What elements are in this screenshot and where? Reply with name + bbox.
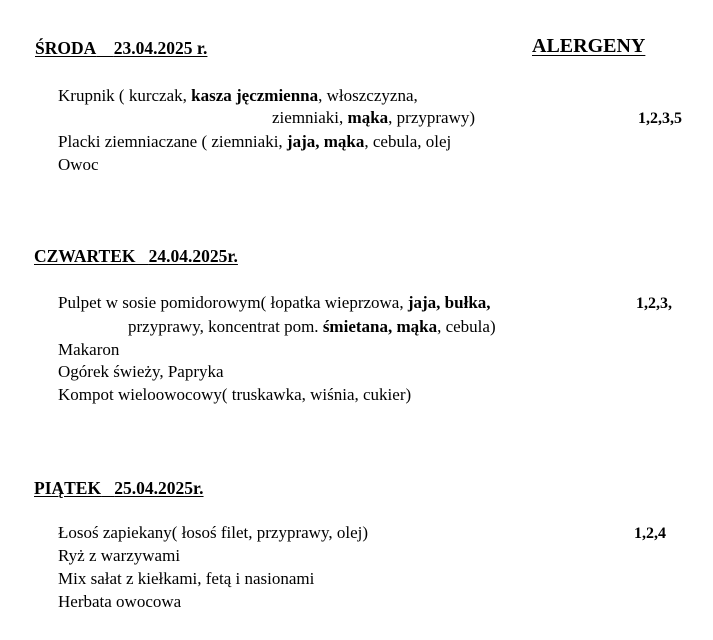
day-name: PIĄTEK: [34, 478, 102, 498]
dish-text: przyprawy, koncentrat pom.: [128, 317, 323, 336]
day-name: ŚRODA: [35, 38, 97, 58]
day-header-friday: [34, 478, 204, 498]
menu-line: Ogórek świeży, Papryka: [58, 362, 224, 381]
allergen-ingredient: jaja, mąka: [286, 132, 365, 151]
dish-text: , cebula, olej: [364, 132, 452, 151]
day-date: 23.04.2025 r.: [113, 38, 208, 58]
day-gap: [136, 246, 149, 266]
dish-text: Pulpet w sosie pomidorowym( łopatka wieprzowa,: [58, 293, 408, 312]
day-date: 24.04.2025r.: [148, 246, 238, 266]
menu-line: [272, 108, 475, 128]
allergen-ingredient: śmietana, mąka: [322, 317, 438, 336]
menu-line: [58, 293, 491, 313]
menu-line: [128, 317, 496, 337]
menu-line: Łosoś zapiekany( łosoś filet, przyprawy, olej): [58, 523, 369, 542]
menu-line: [58, 132, 451, 152]
menu-line: Herbata owocowa: [58, 592, 182, 611]
dish-text: , cebula): [437, 317, 496, 336]
day-gap: [101, 478, 114, 498]
allergen-ingredient: mąka: [347, 108, 389, 127]
menu-line: Mix sałat z kiełkami, fetą i nasionami: [58, 569, 315, 588]
day-name: CZWARTEK: [34, 246, 136, 266]
dish-text: , włoszczyzna,: [318, 86, 418, 105]
allergen-ingredient: kasza jęczmienna: [191, 86, 319, 105]
day-date: 25.04.2025r.: [114, 478, 204, 498]
menu-line: [58, 86, 418, 106]
day-header-thursday: [34, 246, 238, 266]
menu-line: Ryż z warzywami: [58, 546, 181, 565]
menu-line: Makaron: [58, 340, 120, 359]
allergen-ingredient: jaja, bułka,: [407, 293, 491, 312]
day-header-wednesday: [35, 38, 207, 58]
dish-text: Krupnik ( kurczak,: [58, 86, 192, 105]
allergens-heading: ALERGENY: [532, 35, 646, 57]
day-gap: [96, 38, 114, 58]
allergen-codes: 1,2,3,: [636, 295, 672, 312]
allergen-codes: 1,2,4: [634, 525, 666, 542]
dish-text: Placki ziemniaczane ( ziemniaki,: [58, 132, 287, 151]
dish-text: ziemniaki,: [272, 108, 348, 127]
menu-line: Owoc: [58, 155, 99, 174]
dish-text: , przyprawy): [388, 108, 476, 127]
menu-line: Kompot wieloowocowy( truskawka, wiśnia, cukier): [58, 385, 412, 404]
allergen-codes: 1,2,3,5: [638, 110, 682, 127]
